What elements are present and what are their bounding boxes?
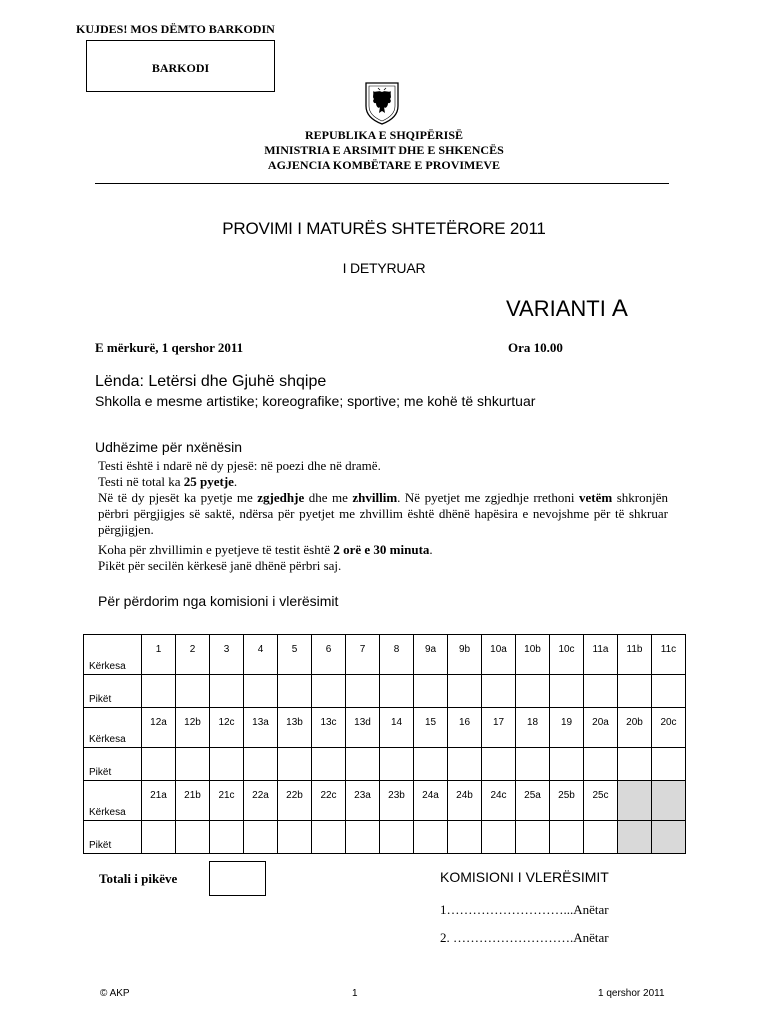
points-row-label: Pikët <box>84 821 142 854</box>
requirement-number-cell: 13a <box>244 708 278 748</box>
requirement-number-cell <box>618 781 652 821</box>
points-row <box>84 821 686 854</box>
requirement-number-cell: 23b <box>380 781 414 821</box>
barcode-label: BARKODI <box>151 61 210 75</box>
requirement-row <box>84 708 686 748</box>
instruction-line: Testi në total ka 25 pyetje. <box>98 474 238 489</box>
points-entry-cell[interactable] <box>584 675 618 708</box>
instruction-paragraph: Në të dy pjesët ka pyetje me zgjedhje dhe me zhvillim. Në pyetjet me zgjedhje rrethoni vetëm shkronjën përbri përgjigjes së saktë, ndërsa për pyetjet me zhvillim është dhënë hapësira e nevojshme për të shkruar përgjigjen. <box>98 490 668 537</box>
requirement-number-cell: 20b <box>618 708 652 748</box>
points-entry-cell[interactable] <box>550 821 584 854</box>
requirement-number-cell: 12c <box>210 708 244 748</box>
instruction-line: Testi është i ndarë në dy pjesë: në poezi dhe në dramë. <box>98 458 381 473</box>
points-entry-cell[interactable] <box>142 675 176 708</box>
points-entry-cell[interactable] <box>652 748 686 781</box>
points-entry-cell[interactable] <box>584 821 618 854</box>
variant-label: VARIANTI <box>506 296 606 321</box>
total-points-label: Totali i pikëve <box>99 871 178 886</box>
requirement-number-cell: 9a <box>414 635 448 675</box>
requirement-number-cell: 21c <box>210 781 244 821</box>
points-row <box>84 748 686 781</box>
footer-copyright: © AKP <box>100 988 130 999</box>
school-type: Shkolla e mesme artistike; koreografike; sportive; me kohë të shkurtuar <box>95 393 536 409</box>
points-entry-cell[interactable] <box>652 675 686 708</box>
points-entry-cell[interactable] <box>312 748 346 781</box>
requirement-row-label: Kërkesa <box>84 708 142 748</box>
points-entry-cell[interactable] <box>516 748 550 781</box>
exam-date: E mërkurë, 1 qershor 2011 <box>95 340 244 355</box>
requirement-number-cell: 25b <box>550 781 584 821</box>
requirement-number-cell: 1 <box>142 635 176 675</box>
points-entry-cell[interactable] <box>312 821 346 854</box>
points-entry-cell[interactable] <box>210 821 244 854</box>
requirement-number-cell: 19 <box>550 708 584 748</box>
requirement-number-cell: 25c <box>584 781 618 821</box>
footer-date: 1 qershor 2011 <box>598 988 665 999</box>
exam-time: Ora 10.00 <box>508 340 563 355</box>
points-entry-cell[interactable] <box>142 821 176 854</box>
total-points-box[interactable] <box>209 861 266 896</box>
points-entry-cell[interactable] <box>414 675 448 708</box>
requirement-row-label: Kërkesa <box>84 635 142 675</box>
requirement-number-cell: 5 <box>278 635 312 675</box>
variant-letter: A <box>611 295 628 322</box>
points-entry-cell[interactable] <box>176 821 210 854</box>
instruction-line: Koha për zhvillimin e pyetjeve të testit është 2 orë e 30 minuta. <box>98 542 433 557</box>
points-entry-cell[interactable] <box>516 675 550 708</box>
requirement-number-cell: 20a <box>584 708 618 748</box>
requirement-number-cell: 16 <box>448 708 482 748</box>
header-divider <box>95 183 669 184</box>
requirement-number-cell: 11c <box>652 635 686 675</box>
requirement-number-cell: 11a <box>584 635 618 675</box>
points-row-label: Pikët <box>84 748 142 781</box>
instructions-heading: Udhëzime për nxënësin <box>95 439 243 455</box>
points-entry-cell[interactable] <box>550 675 584 708</box>
points-entry-cell[interactable] <box>312 675 346 708</box>
points-entry-cell[interactable] <box>278 748 312 781</box>
institution-name-agency: AGJENCIA KOMBËTARE E PROVIMEVE <box>267 158 501 172</box>
requirement-row-label: Kërkesa <box>84 781 142 821</box>
commission-member-line: 1………………………...Anëtar <box>440 902 609 917</box>
points-entry-cell[interactable] <box>244 748 278 781</box>
requirement-number-cell: 22b <box>278 781 312 821</box>
points-row-label: Pikët <box>84 675 142 708</box>
requirement-number-cell: 13c <box>312 708 346 748</box>
exam-type: I DETYRUAR <box>342 260 426 276</box>
requirement-number-cell: 9b <box>448 635 482 675</box>
points-entry-cell[interactable] <box>448 821 482 854</box>
points-entry-cell[interactable] <box>618 748 652 781</box>
requirement-number-cell: 22a <box>244 781 278 821</box>
points-entry-cell[interactable] <box>244 821 278 854</box>
footer-page-number: 1 <box>352 988 358 999</box>
requirement-number-cell: 24a <box>414 781 448 821</box>
points-entry-cell[interactable] <box>346 748 380 781</box>
points-entry-cell[interactable] <box>210 748 244 781</box>
requirement-number-cell: 8 <box>380 635 414 675</box>
requirement-number-cell: 12b <box>176 708 210 748</box>
requirement-row <box>84 635 686 675</box>
requirement-number-cell: 14 <box>380 708 414 748</box>
points-entry-cell[interactable] <box>550 748 584 781</box>
requirement-number-cell: 7 <box>346 635 380 675</box>
points-entry-cell[interactable] <box>482 748 516 781</box>
requirement-number-cell: 11b <box>618 635 652 675</box>
points-entry-cell[interactable] <box>516 821 550 854</box>
requirement-number-cell: 23a <box>346 781 380 821</box>
requirement-number-cell: 24b <box>448 781 482 821</box>
institution-name-ministry: MINISTRIA E ARSIMIT DHE E SHKENCËS <box>264 143 504 157</box>
requirement-number-cell: 10a <box>482 635 516 675</box>
requirement-number-cell: 17 <box>482 708 516 748</box>
points-entry-cell[interactable] <box>278 821 312 854</box>
requirement-number-cell: 20c <box>652 708 686 748</box>
requirement-number-cell: 2 <box>176 635 210 675</box>
requirement-number-cell: 13b <box>278 708 312 748</box>
barcode-box <box>86 40 275 92</box>
requirement-number-cell: 12a <box>142 708 176 748</box>
points-entry-cell[interactable] <box>482 675 516 708</box>
requirement-number-cell: 13d <box>346 708 380 748</box>
requirement-number-cell: 3 <box>210 635 244 675</box>
points-entry-cell[interactable] <box>380 675 414 708</box>
commission-heading: KOMISIONI I VLERËSIMIT <box>440 869 609 885</box>
points-entry-cell[interactable] <box>176 675 210 708</box>
score-table <box>83 634 686 854</box>
points-entry-cell[interactable] <box>448 675 482 708</box>
points-entry-cell <box>652 821 686 854</box>
points-entry-cell[interactable] <box>176 748 210 781</box>
requirement-number-cell: 15 <box>414 708 448 748</box>
points-entry-cell[interactable] <box>584 748 618 781</box>
points-entry-cell[interactable] <box>482 821 516 854</box>
points-entry-cell[interactable] <box>346 675 380 708</box>
institution-name-republic: REPUBLIKA E SHQIPËRISË <box>304 128 464 142</box>
commission-member-line: 2. ……………………….Anëtar <box>440 930 609 945</box>
points-entry-cell[interactable] <box>278 675 312 708</box>
requirement-number-cell: 24c <box>482 781 516 821</box>
requirement-number-cell: 25a <box>516 781 550 821</box>
points-entry-cell[interactable] <box>142 748 176 781</box>
instruction-line: Pikët për secilën kërkesë janë dhënë përbri saj. <box>98 558 342 573</box>
requirement-number-cell: 18 <box>516 708 550 748</box>
points-entry-cell[interactable] <box>414 821 448 854</box>
requirement-number-cell: 10b <box>516 635 550 675</box>
points-entry-cell[interactable] <box>380 821 414 854</box>
points-entry-cell[interactable] <box>380 748 414 781</box>
points-entry-cell[interactable] <box>618 675 652 708</box>
points-entry-cell[interactable] <box>448 748 482 781</box>
points-entry-cell[interactable] <box>346 821 380 854</box>
points-entry-cell[interactable] <box>414 748 448 781</box>
barcode-warning: KUJDES! MOS DËMTO BARKODIN <box>76 22 275 36</box>
points-row <box>84 675 686 708</box>
points-entry-cell[interactable] <box>244 675 278 708</box>
points-entry-cell <box>618 821 652 854</box>
exam-title: PROVIMI I MATURËS SHTETËRORE 2011 <box>222 219 546 238</box>
requirement-number-cell: 6 <box>312 635 346 675</box>
requirement-number-cell: 10c <box>550 635 584 675</box>
requirement-number-cell: 22c <box>312 781 346 821</box>
commission-use-heading: Për përdorim nga komisioni i vlerësimit <box>98 593 339 609</box>
requirement-number-cell: 4 <box>244 635 278 675</box>
albanian-eagle-emblem-icon <box>362 80 402 126</box>
exam-subject: Lënda: Letërsi dhe Gjuhë shqipe <box>95 373 327 390</box>
points-entry-cell[interactable] <box>210 675 244 708</box>
exam-variant <box>506 295 628 323</box>
requirement-number-cell: 21b <box>176 781 210 821</box>
requirement-number-cell: 21a <box>142 781 176 821</box>
requirement-row <box>84 781 686 821</box>
requirement-number-cell <box>652 781 686 821</box>
